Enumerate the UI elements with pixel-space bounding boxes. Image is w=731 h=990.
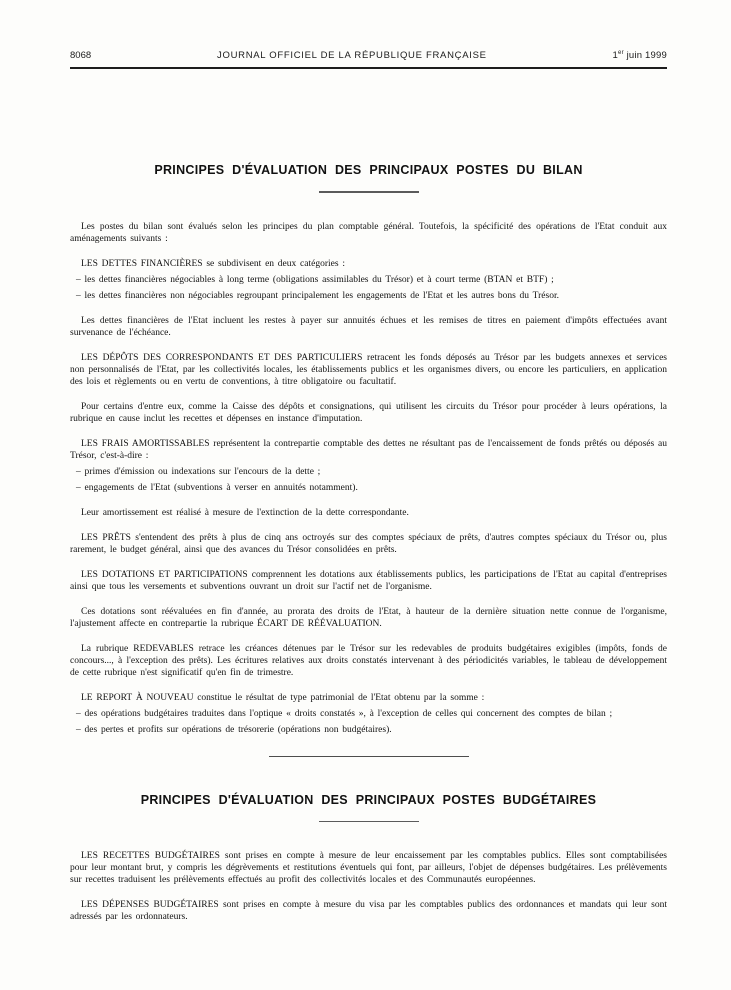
bullet-engagements-etat: – engagements de l'Etat (subventions à verser en annuités notamment). — [76, 482, 358, 493]
header-rule — [70, 67, 667, 69]
para-dettes-restes-a-payer: Les dettes financières de l'Etat incluent les restes à payer sur annuités échues et les remises de titres en paiement d'impôts effectuées avant survenance de l'échéance. — [70, 315, 667, 338]
issue-date — [613, 50, 667, 61]
issue-date-number: 1 — [612, 50, 619, 61]
issue-date-rest: juin 1999 — [623, 50, 667, 61]
para-depenses-budgetaires: LES DÉPENSES BUDGÉTAIRES sont prises en compte à mesure du visa par les comptables publics des ordonnances et mandats qui leur sont adressés par les ordonnateurs. — [70, 900, 667, 923]
para-recettes-budgetaires: LES RECETTES BUDGÉTAIRES sont prises en compte à mesure de leur encaissement par les comptables publics. Elles sont comptabilisées pour leur montant brut, y compris les dégrèvements et restitutions éventuels qui font, par ailleurs, l'objet de dépenses budgétaires. Les prélèvements sur recettes traduisent les prélèvements effectués au profit des collectivités locales et des Communautés européennes. — [70, 851, 667, 886]
section-divider-rule — [269, 756, 469, 757]
para-amortissement: Leur amortissement est réalisé à mesure de l'extinction de la dette correspondante. — [81, 507, 409, 518]
bullet-pertes-profits: – des pertes et profits sur opérations de trésorerie (opérations non budgétaires). — [76, 724, 392, 735]
bullet-dettes-negociables: – les dettes financières négociables à long terme (obligations assimilables du Trésor) et à court terme (BTAN et BTF) ; — [76, 274, 554, 285]
bullet-operations-budgetaires: – des opérations budgétaires traduites dans l'optique « droits constatés », à l'exception de celles qui concernent des comptes de bilan ; — [76, 708, 613, 719]
para-frais-amortissables-lead: LES FRAIS AMORTISSABLES représentent la contrepartie comptable des dettes ne résultant pas de l'encaissement de fonds prêtés ou déposés au Trésor, c'est-à-dire : — [70, 438, 667, 461]
budgetaires-body — [70, 850, 667, 923]
bilan-body — [70, 221, 667, 736]
bullet-primes-emission: – primes d'émission ou indexations sur l'encours de la dette ; — [76, 466, 321, 477]
issue-date-superscript: er — [618, 49, 624, 56]
budgetaires-section-title: PRINCIPES D'ÉVALUATION DES PRINCIPAUX POSTES BUDGÉTAIRES — [140, 792, 597, 807]
para-dotations-participations: LES DOTATIONS ET PARTICIPATIONS comprennent les dotations aux établissements publics, les participations de l'Etat au capital d'entreprises ainsi que tous les versements et subventions ouvrant un droit sur l'actif net de l'organisme. — [70, 569, 667, 592]
section-bilan — [70, 163, 667, 736]
journal-title: JOURNAL OFFICIEL DE LA RÉPUBLIQUE FRANÇAISE — [217, 50, 487, 61]
page-header — [70, 0, 667, 61]
para-redevables: La rubrique REDEVABLES retrace les créances détenues par le Trésor sur les redevables de produits budgétaires exigibles (impôts, fonds de concours..., à l'exception des prêts). Les écritures relatives aux droits constatés intervenant à des périodicités variables, le tableau de développement de cette rubrique n'est significatif qu'en fin de trimestre. — [70, 643, 667, 678]
bullet-dettes-non-negociables: – les dettes financières non négociables regroupant principalement les engagements de l'Etat et les autres bons du Trésor. — [76, 290, 559, 301]
para-prets: LES PRÊTS s'entendent des prêts à plus de cinq ans octroyés sur des comptes spéciaux de prêts, d'autres comptes spéciaux du Trésor ou, plus rarement, le budget général, ainsi que des avances du Trésor consolidées en prêts. — [70, 532, 667, 555]
para-intro: Les postes du bilan sont évalués selon les principes du plan comptable général. Toutefois, la spécificité des opérations de l'Etat conduit aux aménagements suivants : — [70, 221, 667, 244]
section-budgetaires — [70, 793, 667, 924]
bilan-title-rule — [319, 191, 419, 193]
page-number: 8068 — [70, 50, 92, 61]
budgetaires-title-rule — [319, 821, 419, 823]
para-ecart-reevaluation: Ces dotations sont réévaluées en fin d'année, au prorata des droits de l'Etat, à hauteur de la dernière situation nette connue de l'organisme, l'ajustement affecte en contrepartie la rubrique ÉCART DE RÉÉVALUATION. — [70, 606, 667, 629]
para-report-a-nouveau-lead: LE REPORT À NOUVEAU constitue le résultat de type patrimonial de l'Etat obtenu par la somme : — [81, 692, 485, 703]
para-dettes-financieres-lead: LES DETTES FINANCIÈRES se subdivisent en deux catégories : — [81, 258, 345, 269]
para-caisse-depots: Pour certains d'entre eux, comme la Caisse des dépôts et consignations, qui utilisent les circuits du Trésor pour procéder à leurs opérations, la rubrique en cause inclut les recettes et dépenses en instance d'imputation. — [70, 401, 667, 424]
para-depots-correspondants: LES DÉPÔTS DES CORRESPONDANTS ET DES PARTICULIERS retracent les fonds déposés au Trésor par les budgets annexes et services non personnalisés de l'Etat, par les collectivités locales, les établissements publics et les organismes divers, ou encore les particuliers, en application des lois et règlements ou en vertu de conventions, à titre obligatoire ou facultatif. — [70, 352, 667, 387]
bilan-section-title: PRINCIPES D'ÉVALUATION DES PRINCIPAUX POSTES DU BILAN — [154, 163, 583, 177]
